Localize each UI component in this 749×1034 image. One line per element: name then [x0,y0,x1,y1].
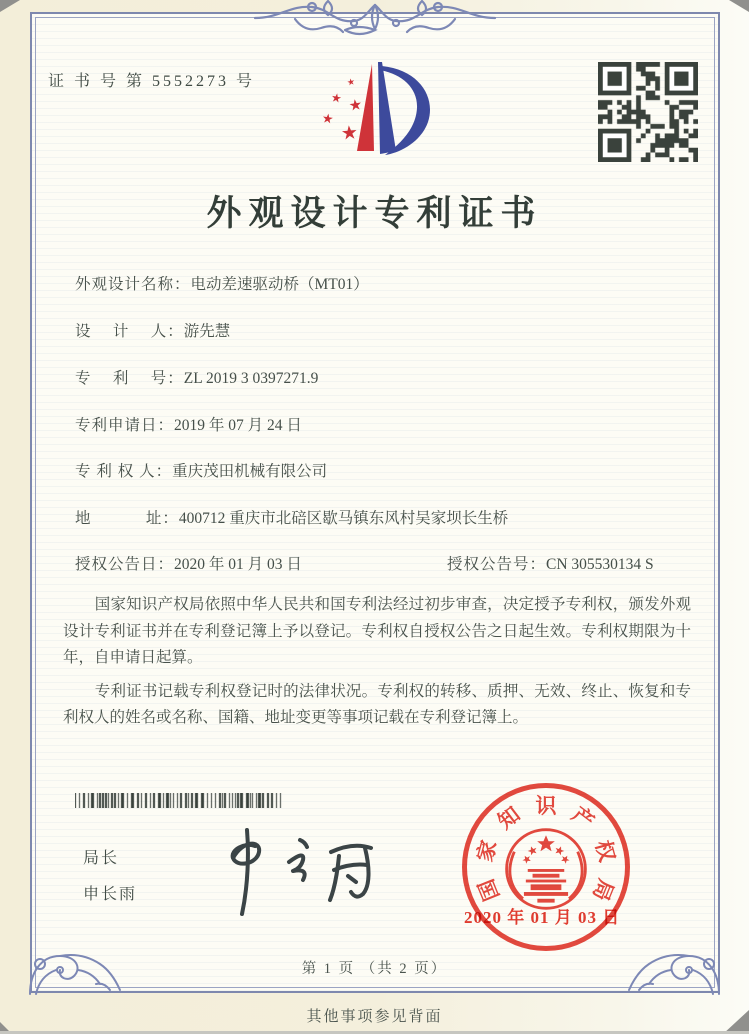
seal-ring-char: 权 [590,837,620,865]
seal-ring-char: 家 [472,837,502,865]
field-label: 地 址： [75,510,179,527]
field-value: 电动差速驱动桥（MT01） [190,276,369,293]
field-patentee [75,459,694,481]
field-value: 2019 年 07 月 24 日 [174,417,302,434]
scan-corner-cut [0,0,20,12]
field-patent-number [75,366,694,388]
seal-ring-char: 产 [567,802,599,835]
star-icon: ★ [340,122,359,145]
qr-code [598,62,698,162]
certificate-title: 外观设计专利证书 [206,194,543,233]
grant-no-value: CN 305530134 S [546,556,654,573]
grant-no-label: 授权公告号： [447,556,547,573]
seal-ring-char: 局 [587,875,618,905]
field-label: 设 计 人： [75,323,184,340]
back-note: 其他事项参见背面 [306,1009,443,1025]
field-design-name [75,272,694,294]
seal-ring-char: 国 [474,875,505,905]
star-icon: ★ [347,97,364,115]
seal-ring-char: 识 [535,794,557,818]
page-info: 第 1 页 （共 2 页） [301,961,448,977]
certificate-number: 证 书 号 第 5552273 号 [48,73,256,90]
field-label: 外观设计名称： [75,276,191,293]
seal-date: 2020 年 01 月 03 日 [464,908,621,927]
grant-date-label: 授权公告日： [75,556,175,573]
director-block [83,845,137,917]
field-address [75,506,694,528]
legal-paragraphs [63,592,691,739]
field-designer [75,319,694,341]
grant-number [447,552,654,574]
field-label: 专 利 号： [75,370,184,387]
field-filing-date [75,413,694,435]
field-grant-row [75,552,694,574]
star-icon: ★ [329,90,343,106]
scan-corner-cut [729,0,749,12]
seal-ring-char: 知 [493,802,525,835]
field-label: 专利申请日： [75,417,175,434]
director-title: 局长 [83,850,120,867]
field-value: 400712 重庆市北碚区歇马镇东风村吴家坝长生桥 [178,510,509,527]
top-filigree-ornament [250,0,500,41]
star-icon: ★ [345,76,356,88]
legal-paragraph-2: 专利证书记载专利权登记时的法律状况。专利权的转移、质押、无效、终止、恢复和专利权人的姓名或名称、国籍、地址变更等事项记载在专利登记簿上。 [63,682,691,726]
field-value: 游先慧 [183,323,231,340]
director-signature [203,824,398,924]
cnipa-logo [300,50,450,172]
legal-paragraph-1: 国家知识产权局依照中华人民共和国专利法经过初步审查，决定授予专利权，颁发外观设计专利证书并在专利登记簿上予以登记。专利权自授权公告之日起生效。专利权期限为十年，自申请日起算。 [63,596,691,666]
director-name: 申长雨 [83,886,138,903]
grant-date-value: 2020 年 01 月 03 日 [174,556,302,573]
star-icon: ★ [321,110,335,127]
field-value: ZL 2019 3 0397271.9 [183,370,319,387]
barcode [75,793,283,808]
field-value: 重庆茂田机械有限公司 [172,463,328,480]
field-label: 专 利 权 人： [75,463,173,480]
